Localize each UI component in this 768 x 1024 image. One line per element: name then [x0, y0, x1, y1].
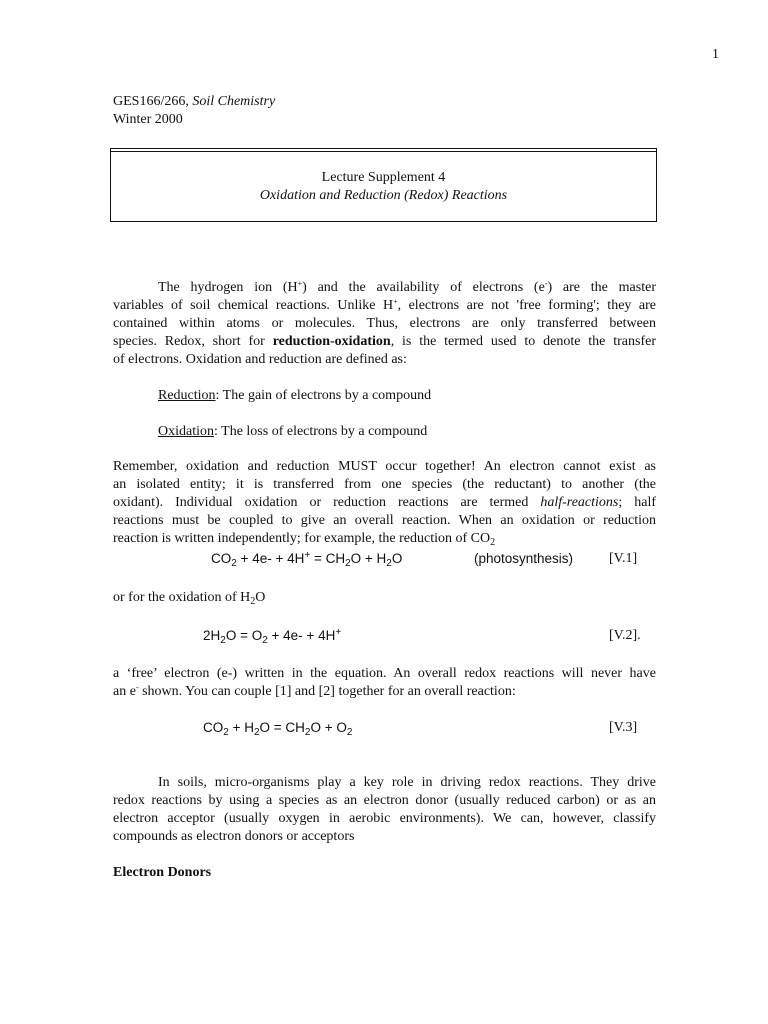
eq-term: + H — [228, 720, 254, 735]
para2-line5 — [113, 530, 656, 548]
course-header — [113, 93, 275, 111]
subscript: 2 — [253, 727, 260, 738]
bold-term: reduction-oxidation — [272, 334, 391, 349]
superscript: + — [304, 550, 311, 561]
para2-line4: reactions must be coupled to give an overall reaction. When an oxidation or reduction — [113, 513, 656, 528]
subscript: 2 — [223, 727, 229, 738]
equation-v3-label: [V.3] — [609, 720, 638, 735]
para2-text: ; half — [618, 495, 656, 510]
para4-text: an e — [113, 684, 136, 699]
definition-text: : The loss of electrons by a compound — [214, 424, 428, 439]
term: Winter 2000 — [113, 112, 183, 127]
para4-text: shown. You can couple [1] and [2] together for an overall reaction: — [138, 684, 516, 699]
eq-term: + 4e- + 4H — [267, 628, 336, 643]
para5-line1: In soils, micro-organisms play a key role in driving redox reactions. They drive — [158, 775, 656, 790]
equation-v3 — [203, 719, 352, 737]
para1-line1 — [158, 279, 656, 297]
subscript: 2 — [262, 635, 268, 646]
course-name: Soil Chemistry — [192, 94, 276, 109]
reduction-definition — [158, 387, 656, 405]
para1-line2 — [113, 297, 656, 315]
para1-text: , is the termed used to denote the transfer — [390, 334, 656, 349]
para1-line5: of electrons. Oxidation and reduction are defined as: — [113, 352, 407, 367]
oxidation-definition — [158, 423, 656, 441]
oxidation-term: Oxidation — [158, 424, 214, 439]
lecture-title: Lecture Supplement 4 — [321, 170, 446, 185]
eq-term: + 4e- + 4H — [236, 551, 305, 566]
course-code: GES166/266, — [113, 94, 189, 109]
para2-line2: an isolated entity; it is transferred from one species (the reductant) to another (the — [113, 477, 656, 492]
para3-text: O — [255, 590, 266, 605]
title-box — [110, 148, 657, 222]
para2-text: reaction is written independently; for example, the reduction of CO — [113, 531, 491, 546]
equation-v1-label: [V.1] — [609, 551, 638, 566]
eq-term: O = CH — [259, 720, 305, 735]
eq-term: 2H — [203, 628, 221, 643]
superscript: - — [544, 279, 548, 288]
italic-term: half-reactions — [540, 495, 619, 510]
equation-v1 — [211, 550, 402, 568]
para3 — [113, 589, 656, 607]
para1-text: variables of soil chemical reactions. Unlike H — [113, 298, 394, 313]
para1-text: , electrons are not 'free forming'; they are — [397, 298, 656, 313]
para5-line3: electron acceptor (usually oxygen in aerobic environments). We can, however, classify — [113, 811, 656, 826]
lecture-subtitle — [111, 187, 656, 205]
section-heading-electron-donors: Electron Donors — [113, 865, 212, 880]
para3-text: or for the oxidation of H — [113, 590, 251, 605]
lecture-subtitle-text: Oxidation and Reduction (Redox) Reactions — [259, 188, 508, 203]
para1-text: The hydrogen ion (H — [158, 280, 298, 295]
eq-term: O — [391, 551, 403, 566]
equation-v2-label: [V.2]. — [609, 628, 641, 643]
eq-term: CO — [203, 720, 224, 735]
para1-line3: contained within atoms or molecules. Thus, electrons are only transferred between — [113, 316, 656, 331]
para4-line1: a ‘free’ electron (e-) written in the equation. An overall redox reactions will never have — [113, 666, 656, 681]
subscript: 2 — [346, 727, 353, 738]
subscript: 2 — [386, 558, 392, 569]
eq-term: O + O — [310, 720, 347, 735]
para2-line1: Remember, oxidation and reduction MUST occur together! An electron cannot exist as — [113, 459, 656, 474]
superscript: - — [135, 683, 139, 692]
superscript: + — [335, 627, 342, 638]
reduction-term: Reduction — [158, 388, 216, 403]
subscript: 2 — [345, 558, 351, 569]
eq-term: = CH — [310, 551, 346, 566]
subscript: 2 — [220, 635, 226, 646]
page-number: 1 — [712, 47, 719, 62]
subscript: 2 — [304, 727, 311, 738]
subscript: 2 — [250, 596, 256, 607]
para4-line2 — [113, 683, 656, 701]
superscript: + — [393, 297, 398, 306]
eq-term: O = O — [225, 628, 263, 643]
para2-text: oxidant). Individual oxidation or reduction reactions are termed — [113, 495, 541, 510]
superscript: + — [297, 279, 303, 288]
para5-line4: compounds as electron donors or acceptors — [113, 829, 355, 844]
para1-text: species. Redox, short for — [113, 334, 273, 349]
subscript: 2 — [231, 558, 237, 569]
subscript: 2 — [490, 537, 496, 548]
equation-v2 — [203, 627, 341, 645]
para1-text: ) and the availability of electrons (e — [302, 280, 545, 295]
para2-line3 — [113, 494, 656, 512]
definition-text: : The gain of electrons by a compound — [215, 388, 432, 403]
para1-text: ) are the master — [547, 280, 656, 295]
eq-term: O + H — [350, 551, 387, 566]
equation-v1-note: (photosynthesis) — [474, 551, 574, 566]
para5-line2: redox reactions by using a species as an electron donor (usually reduced carbon) or as an — [113, 793, 656, 808]
eq-term: CO — [211, 551, 232, 566]
para1-line4 — [113, 333, 656, 351]
